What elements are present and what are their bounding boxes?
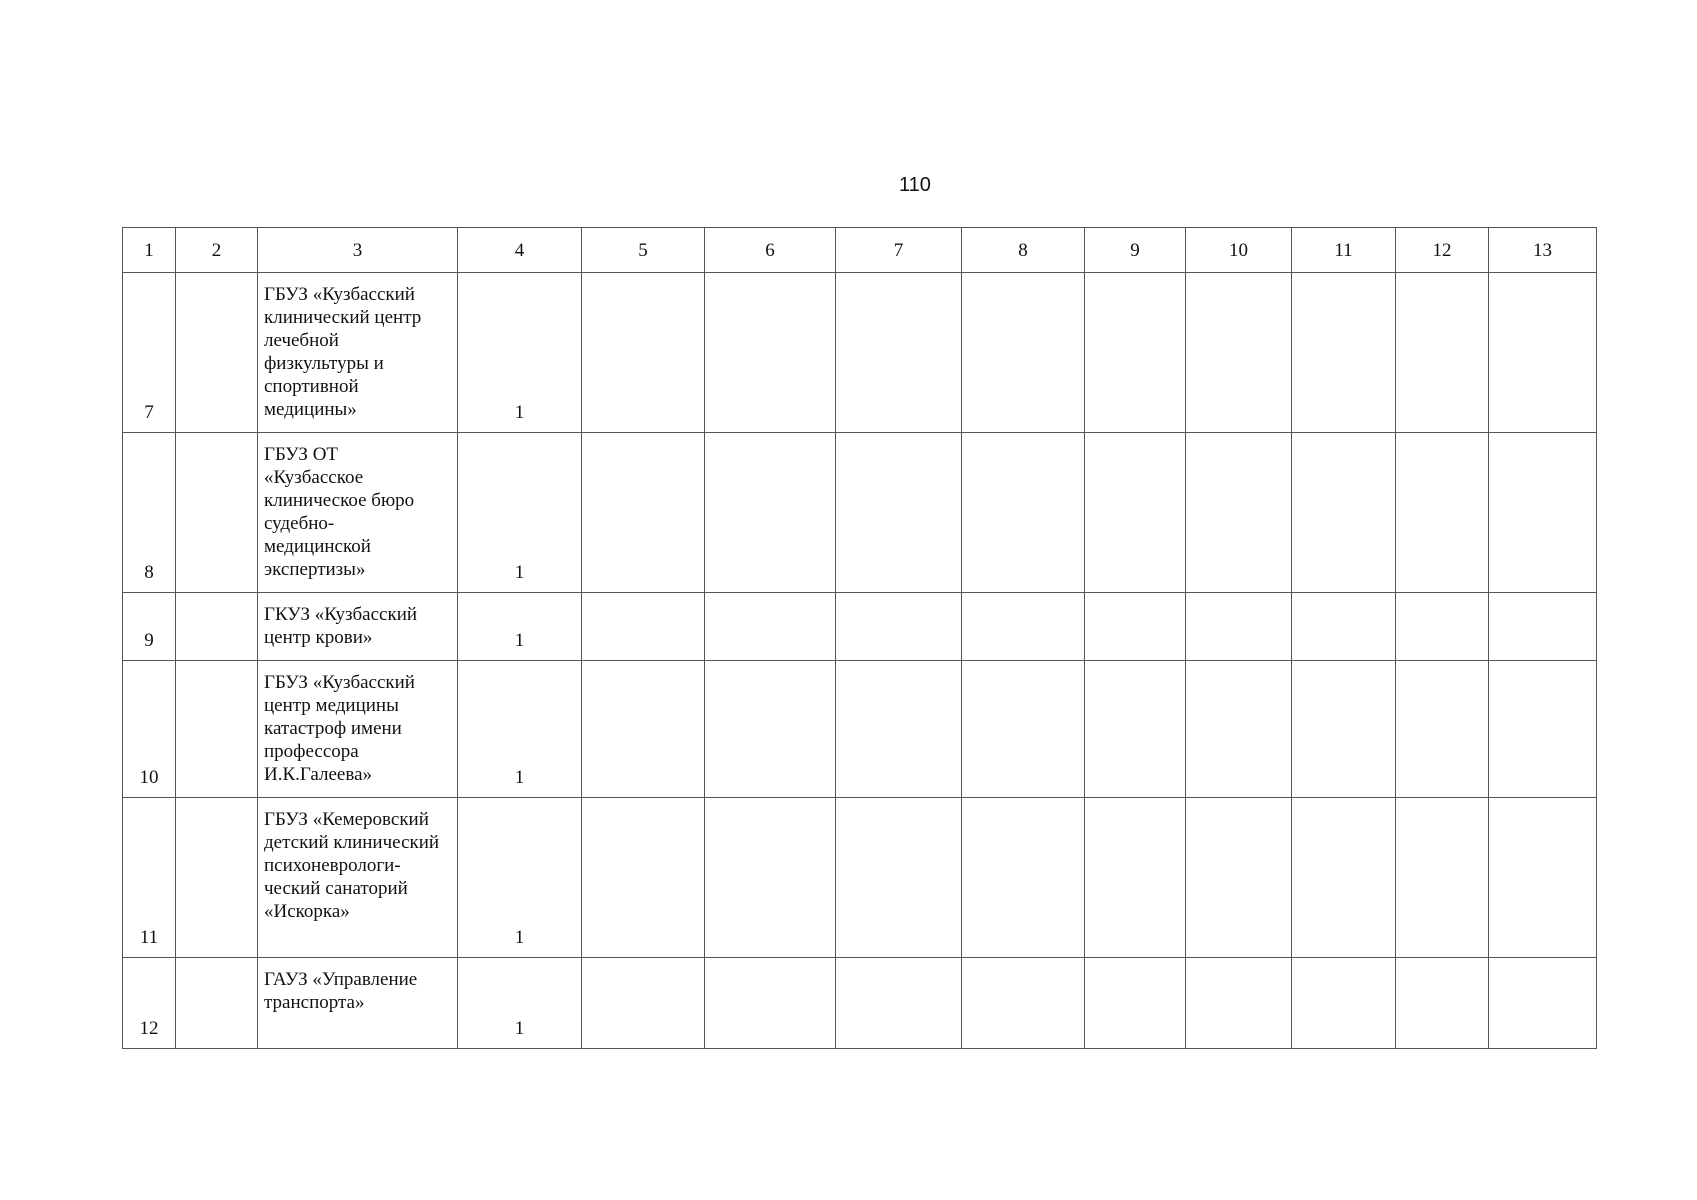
name-line: лечебной (264, 330, 339, 351)
empty-cell (1292, 433, 1396, 593)
table-row (123, 798, 1597, 958)
empty-cell (705, 798, 836, 958)
row-number: 12 (123, 958, 176, 1049)
empty-cell (1489, 433, 1597, 593)
empty-cell (1186, 433, 1292, 593)
column-header: 13 (1489, 228, 1597, 273)
empty-cell (1186, 798, 1292, 958)
name-line: ГАУЗ «Управление (264, 969, 418, 990)
name-line: центр крови» (264, 627, 373, 648)
name-line: медицинской (264, 536, 371, 557)
empty-cell (705, 958, 836, 1049)
column-header: 8 (962, 228, 1085, 273)
table-header-row (123, 228, 1597, 273)
name-line: детский клинический (264, 832, 440, 853)
empty-cell (836, 958, 962, 1049)
empty-cell (962, 593, 1085, 661)
name-line: медицины» (264, 399, 357, 420)
empty-cell (962, 433, 1085, 593)
count-value: 1 (458, 958, 582, 1049)
empty-cell (836, 433, 962, 593)
count-value: 1 (458, 433, 582, 593)
row-number: 8 (123, 433, 176, 593)
empty-cell (962, 958, 1085, 1049)
row-number: 11 (123, 798, 176, 958)
empty-cell (1489, 273, 1597, 433)
empty-cell (1292, 593, 1396, 661)
empty-cell (176, 433, 258, 593)
empty-cell (1186, 593, 1292, 661)
page-number: 110 (899, 174, 931, 196)
empty-cell (836, 661, 962, 798)
empty-cell (836, 273, 962, 433)
column-header: 12 (1396, 228, 1489, 273)
row-number: 10 (123, 661, 176, 798)
institution-name (258, 433, 458, 593)
name-line: ГБУЗ «Кузбасский (264, 284, 415, 305)
empty-cell (1085, 661, 1186, 798)
empty-cell (582, 798, 705, 958)
data-table (122, 227, 1597, 1049)
empty-cell (1186, 958, 1292, 1049)
empty-cell (1489, 958, 1597, 1049)
column-header: 11 (1292, 228, 1396, 273)
column-header: 4 (458, 228, 582, 273)
name-line: «Искорка» (264, 901, 350, 922)
institution-name (258, 273, 458, 433)
empty-cell (705, 433, 836, 593)
name-line: И.К.Галеева» (264, 764, 373, 785)
name-line: клиническое бюро (264, 490, 415, 511)
name-line: ГБУЗ ОТ (264, 444, 339, 465)
empty-cell (836, 593, 962, 661)
name-line: профессора (264, 741, 359, 762)
row-number: 7 (123, 273, 176, 433)
empty-cell (705, 273, 836, 433)
empty-cell (1085, 593, 1186, 661)
count-value: 1 (458, 798, 582, 958)
empty-cell (1396, 433, 1489, 593)
count-value: 1 (458, 661, 582, 798)
name-line: клинический центр (264, 307, 422, 328)
empty-cell (836, 798, 962, 958)
institution-name (258, 958, 458, 1049)
column-header: 1 (123, 228, 176, 273)
empty-cell (1292, 661, 1396, 798)
table-row (123, 958, 1597, 1049)
name-line: экспертизы» (264, 559, 366, 580)
table-row (123, 593, 1597, 661)
empty-cell (1085, 798, 1186, 958)
empty-cell (1085, 958, 1186, 1049)
table-row (123, 433, 1597, 593)
name-line: ГБУЗ «Кемеровский (264, 809, 429, 830)
empty-cell (1292, 958, 1396, 1049)
empty-cell (1396, 958, 1489, 1049)
empty-cell (962, 273, 1085, 433)
empty-cell (582, 433, 705, 593)
empty-cell (1292, 273, 1396, 433)
empty-cell (176, 593, 258, 661)
name-line: ческий санаторий (264, 878, 408, 899)
name-line: транспорта» (264, 992, 365, 1013)
empty-cell (962, 661, 1085, 798)
name-line: психоневрологи- (264, 855, 401, 876)
empty-cell (176, 798, 258, 958)
empty-cell (176, 661, 258, 798)
empty-cell (582, 661, 705, 798)
empty-cell (582, 593, 705, 661)
empty-cell (962, 798, 1085, 958)
column-header: 7 (836, 228, 962, 273)
count-value: 1 (458, 593, 582, 661)
name-line: «Кузбасское (264, 467, 364, 488)
empty-cell (1186, 661, 1292, 798)
empty-cell (582, 958, 705, 1049)
empty-cell (582, 273, 705, 433)
name-line: физкультуры и (264, 353, 384, 374)
empty-cell (1396, 661, 1489, 798)
empty-cell (1396, 273, 1489, 433)
institution-name (258, 593, 458, 661)
name-line: ГБУЗ «Кузбасский (264, 672, 415, 693)
empty-cell (1489, 798, 1597, 958)
institution-name (258, 661, 458, 798)
empty-cell (1186, 273, 1292, 433)
column-header: 2 (176, 228, 258, 273)
empty-cell (1396, 798, 1489, 958)
table-row (123, 661, 1597, 798)
column-header: 10 (1186, 228, 1292, 273)
column-header: 6 (705, 228, 836, 273)
empty-cell (1085, 433, 1186, 593)
count-value: 1 (458, 273, 582, 433)
empty-cell (176, 273, 258, 433)
empty-cell (1085, 273, 1186, 433)
column-header: 3 (258, 228, 458, 273)
name-line: катастроф имени (264, 718, 402, 739)
name-line: спортивной (264, 376, 359, 397)
column-header: 9 (1085, 228, 1186, 273)
table-row (123, 273, 1597, 433)
column-header: 5 (582, 228, 705, 273)
institution-name (258, 798, 458, 958)
row-number: 9 (123, 593, 176, 661)
empty-cell (705, 661, 836, 798)
empty-cell (176, 958, 258, 1049)
name-line: ГКУЗ «Кузбасский (264, 604, 418, 625)
empty-cell (705, 593, 836, 661)
name-line: судебно- (264, 513, 335, 534)
name-line: центр медицины (264, 695, 399, 716)
empty-cell (1292, 798, 1396, 958)
empty-cell (1489, 661, 1597, 798)
empty-cell (1396, 593, 1489, 661)
empty-cell (1489, 593, 1597, 661)
